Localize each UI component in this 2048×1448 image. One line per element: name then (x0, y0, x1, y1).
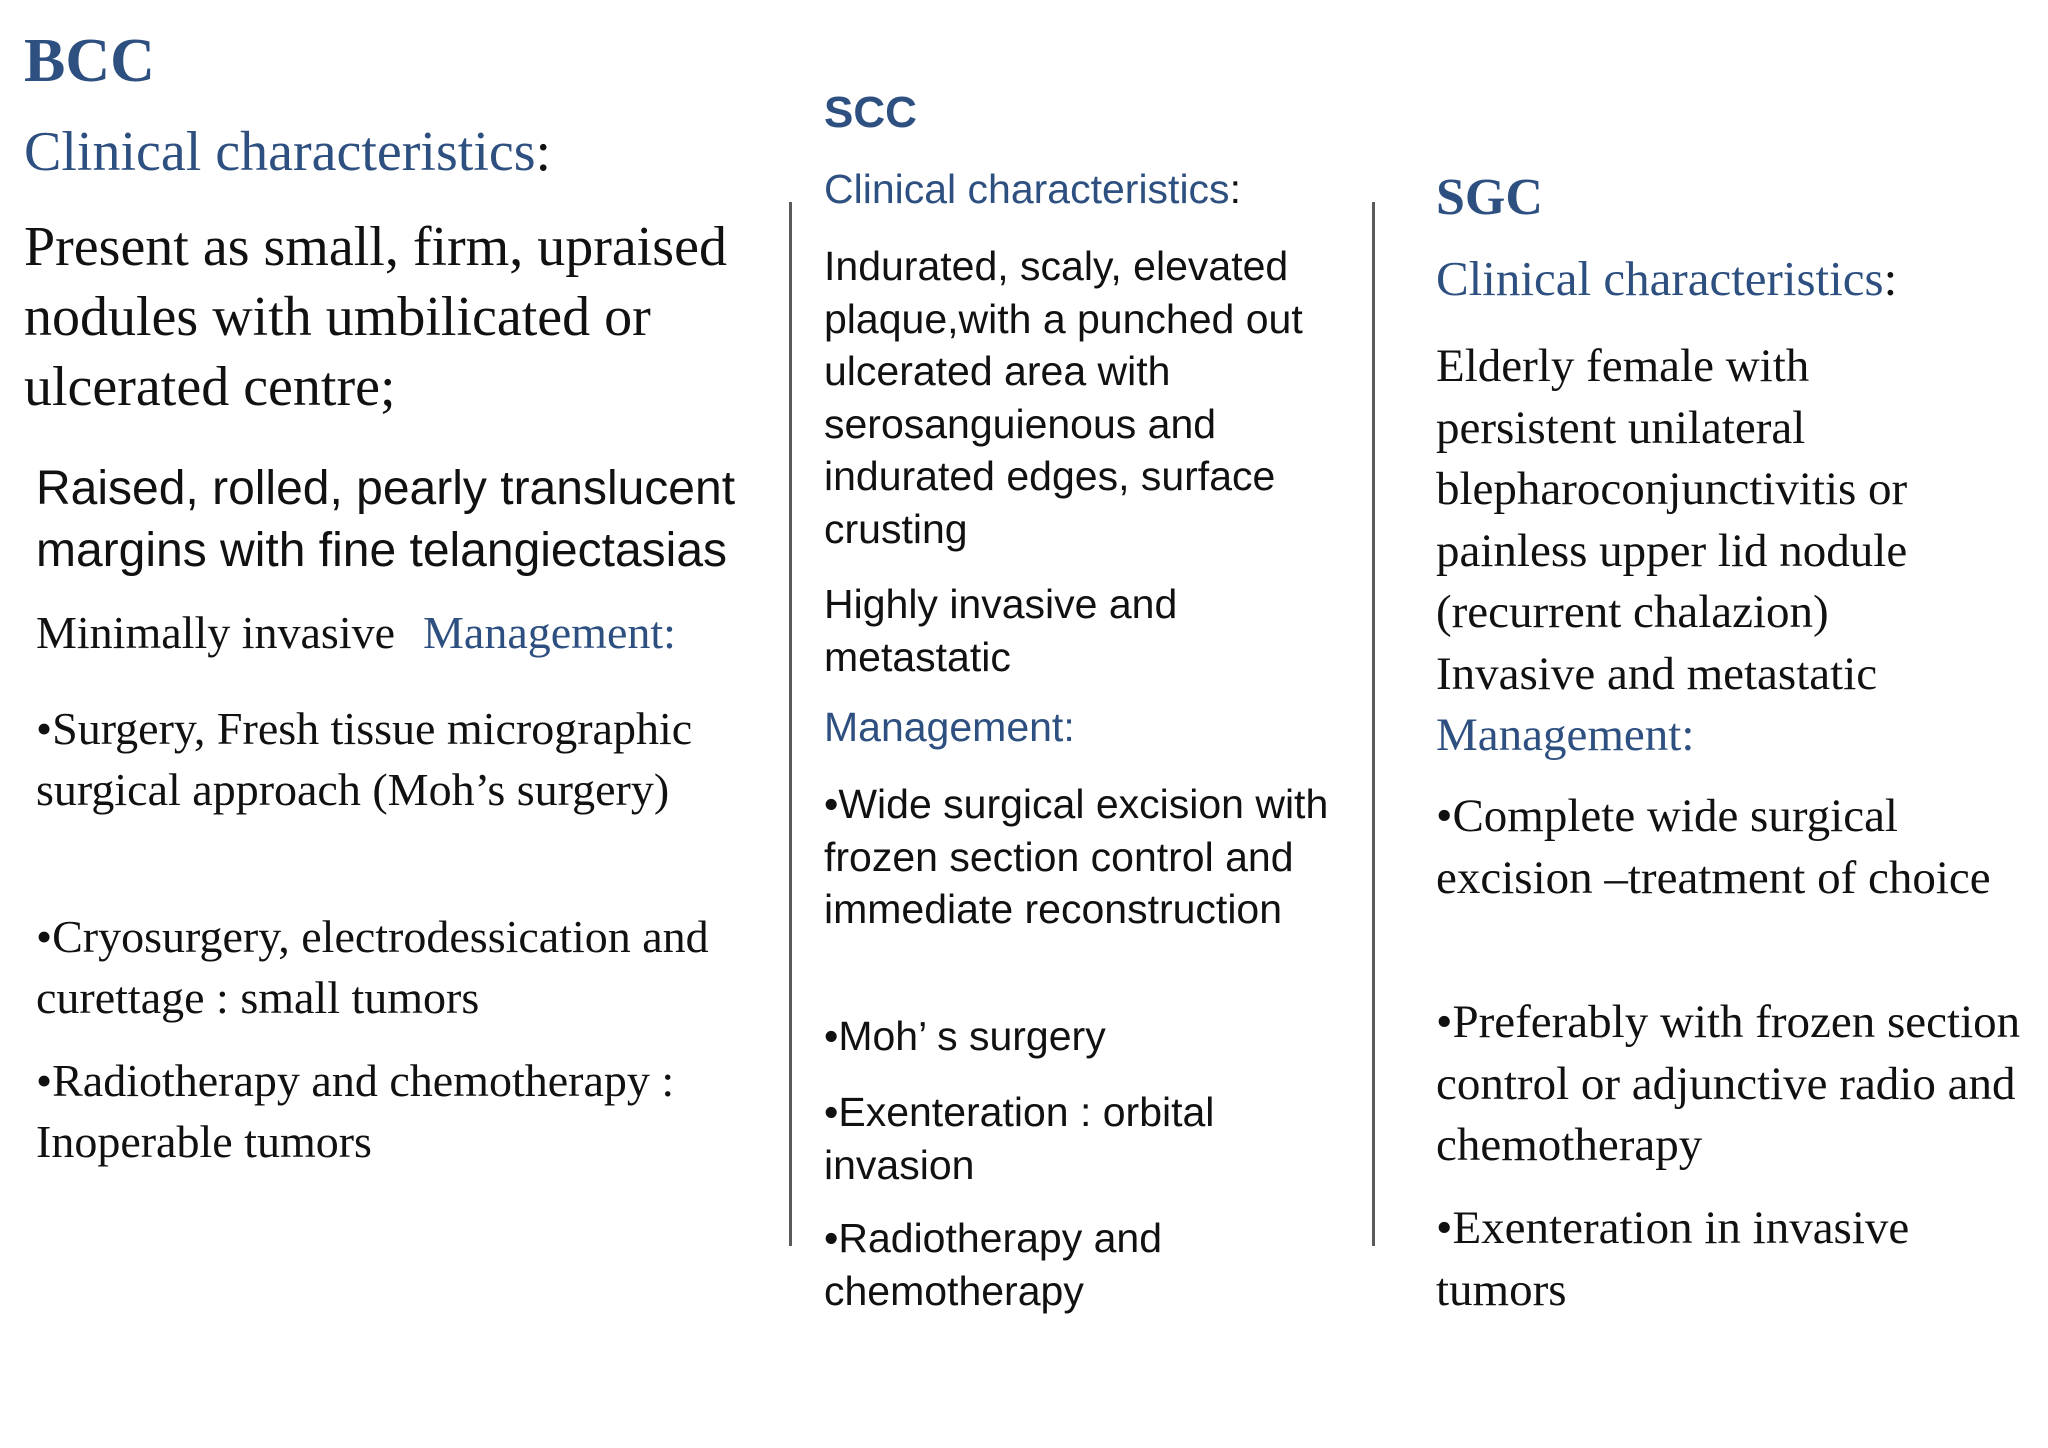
scc-management-item: •Wide surgical excision with frozen section control and immediate reconstruction (824, 781, 1329, 932)
bcc-management-item: •Cryosurgery, electrodessication and curettage : small tumors (36, 911, 709, 1023)
sgc-management-heading: Management: (1436, 709, 1695, 761)
scc-management-item: •Moh’ s surgery (824, 1013, 1106, 1059)
bcc-invasiveness: Minimally invasive (36, 607, 396, 658)
bcc-management-item: •Radiotherapy and chemotherapy : Inoperable tumors (36, 1055, 675, 1167)
bcc-margins-line-2: margins with fine telangiectasias (36, 524, 728, 577)
scc-title: SCC (824, 88, 917, 137)
bcc-title: BCC (24, 27, 155, 95)
bcc-clinical-colon: : (535, 121, 552, 183)
sgc-management-item: •Preferably with frozen section control or adjunctive radio and chemotherapy (1436, 996, 2021, 1171)
scc-management-heading: Management: (824, 704, 1075, 750)
sgc-clinical-colon: : (1883, 251, 1898, 306)
sgc-presentation-line: (recurrent chalazion) (1436, 586, 1829, 638)
column-divider-right (1372, 202, 1375, 1246)
sgc-clinical-heading (1436, 250, 1897, 307)
bcc-clinical-heading (24, 120, 551, 184)
column-divider-left (789, 202, 792, 1246)
scc-invasiveness: Highly invasive and metastatic (824, 581, 1178, 680)
scc-clinical-heading (824, 166, 1241, 213)
bcc-clinical-label: Clinical characteristics (24, 121, 536, 183)
sgc-presentation-line: persistent unilateral (1436, 401, 1806, 454)
scc-clinical-label: Clinical characteristics (824, 166, 1230, 212)
sgc-presentation-line: Elderly female with (1436, 340, 1810, 392)
scc-clinical-colon: : (1229, 166, 1241, 212)
sgc-management-item: •Exenteration in invasive tumors (1436, 1202, 1910, 1316)
scc-management-item: •Exenteration : orbital invasion (824, 1089, 1215, 1188)
sgc-title: SGC (1436, 169, 1543, 226)
bcc-invasiveness-row (36, 606, 676, 659)
sgc-clinical-label: Clinical characteristics (1436, 251, 1884, 306)
bcc-margins (36, 458, 735, 582)
bcc-presentation: Present as small, firm, upraised nodules with umbilicated or ulcerated centre; (24, 216, 727, 418)
scc-management-item: •Radiotherapy and chemotherapy (824, 1215, 1163, 1314)
sgc-presentation (1436, 336, 2036, 767)
sgc-invasiveness: Invasive and metastatic (1436, 647, 1878, 700)
bcc-margins-line-1: Raised, rolled, pearly translucent (36, 462, 736, 515)
sgc-presentation-line: blepharoconjunctivitis or (1436, 463, 1908, 515)
bcc-management-item: •Surgery, Fresh tissue micrographic surgical approach (Moh’s surgery) (36, 703, 693, 815)
scc-presentation: Indurated, scaly, elevated plaque,with a punched out ulcerated area with serosanguienous and indurated edges, surface crusting (824, 243, 1303, 552)
sgc-management-item: •Complete wide surgical excision –treatment of choice (1436, 790, 1991, 904)
bcc-management-heading: Management: (423, 607, 676, 658)
sgc-presentation-line: painless upper lid nodule (1436, 524, 1908, 577)
